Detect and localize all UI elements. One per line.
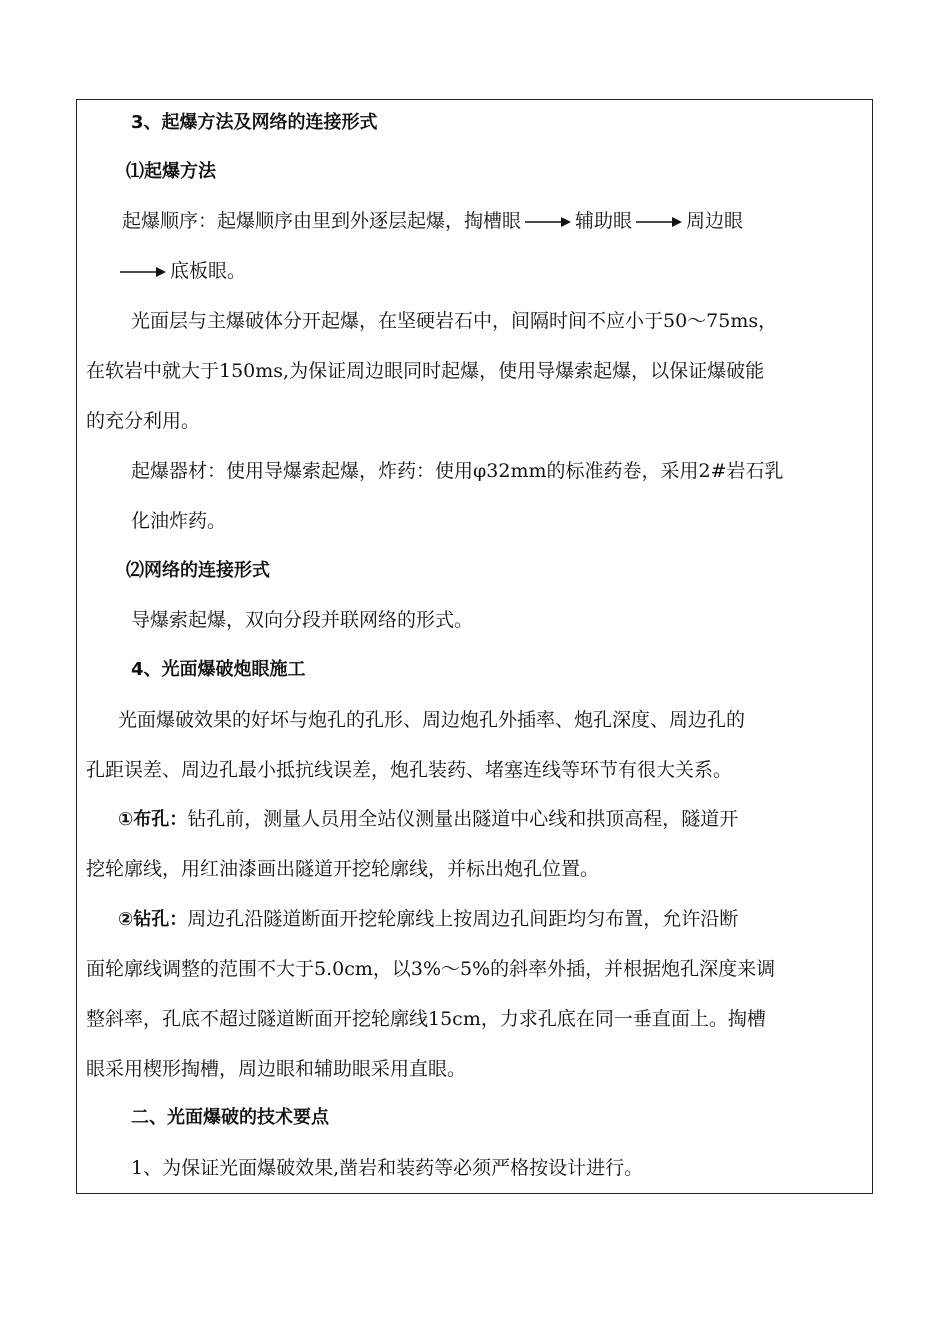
drill-text: 周边孔沿隧道断面开挖轮廓线上按周边孔间距均匀布置，允许沿断 bbox=[187, 908, 739, 930]
sequence-line-2 bbox=[0, 258, 950, 284]
sequence-step-3: 周边眼 bbox=[686, 210, 744, 232]
section-2-heading: 二、光面爆破的技术要点 bbox=[131, 1107, 329, 1128]
effect-paragraph-line: 孔距误差、周边孔最小抵抗线误差，炮孔装药、堵塞连线等环节有很大关系。 bbox=[86, 759, 733, 781]
sequence-step-4: 底板眼。 bbox=[170, 260, 247, 282]
interval-paragraph-line: 的充分利用。 bbox=[86, 410, 201, 432]
sequence-label: 起爆顺序：起爆顺序由里到外逐层起爆，掏槽眼 bbox=[122, 210, 522, 232]
drill-paragraph-line bbox=[0, 906, 950, 933]
interval-paragraph-line: 在软岩中就大于150ms,为保证周边眼同时起爆，使用导爆索起爆，以保证爆破能 bbox=[86, 360, 765, 382]
material-paragraph-line: 起爆器材：使用导爆索起爆，炸药：使用φ32mm的标准药卷，采用2#岩石乳 bbox=[131, 460, 784, 482]
right-arrow-icon bbox=[525, 216, 571, 228]
section-3-2-heading: ⑵网络的连接形式 bbox=[126, 560, 270, 581]
layout-text: 钻孔前，测量人员用全站仪测量出隧道中心线和拱顶高程，隧道开 bbox=[187, 808, 739, 830]
point-1-paragraph: 1、为保证光面爆破效果,凿岩和装药等必须严格按设计进行。 bbox=[131, 1157, 644, 1179]
drill-paragraph-line: 整斜率，孔底不超过隧道断面开挖轮廓线15cm，力求孔底在同一垂直面上。掏槽 bbox=[86, 1008, 766, 1030]
layout-label: ①布孔： bbox=[118, 809, 188, 830]
drill-paragraph-line: 眼采用楔形掏槽，周边眼和辅助眼采用直眼。 bbox=[86, 1058, 467, 1080]
section-3-heading: 3、起爆方法及网络的连接形式 bbox=[131, 112, 378, 133]
drill-paragraph-line: 面轮廓线调整的范围不大于5.0cm，以3%～5%的斜率外插，并根据炮孔深度来调 bbox=[86, 958, 776, 980]
section-3-1-heading: ⑴起爆方法 bbox=[126, 161, 216, 182]
layout-paragraph-line: 挖轮廓线，用红油漆画出隧道开挖轮廓线，并标出炮孔位置。 bbox=[86, 858, 600, 880]
effect-paragraph-line: 光面爆破效果的好坏与炮孔的孔形、周边炮孔外插率、炮孔深度、周边孔的 bbox=[118, 709, 746, 731]
network-paragraph: 导爆索起爆，双向分段并联网络的形式。 bbox=[131, 609, 474, 631]
right-arrow-icon bbox=[636, 216, 682, 228]
right-arrow-icon bbox=[120, 266, 166, 278]
drill-label: ②钻孔： bbox=[118, 909, 188, 930]
interval-paragraph-line: 光面层与主爆破体分开起爆，在坚硬岩石中，间隔时间不应小于50～75ms， bbox=[131, 310, 778, 332]
material-paragraph-line: 化油炸药。 bbox=[131, 510, 227, 532]
sequence-line bbox=[0, 208, 950, 234]
sequence-step-2: 辅助眼 bbox=[575, 210, 633, 232]
section-4-heading: 4、光面爆破炮眼施工 bbox=[131, 659, 306, 680]
layout-paragraph-line bbox=[0, 806, 950, 833]
